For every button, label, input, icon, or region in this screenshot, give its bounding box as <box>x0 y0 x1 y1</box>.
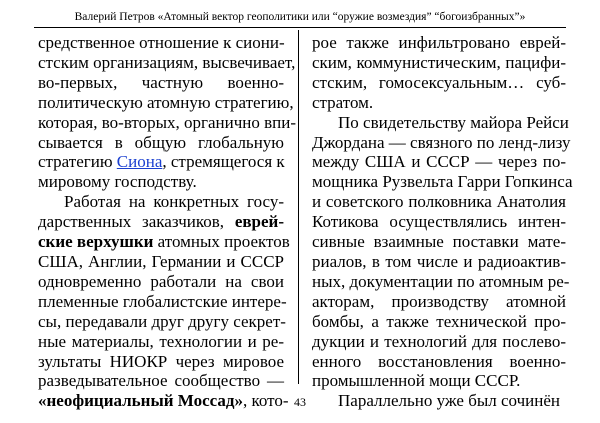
text-line: племенные глобалистские интере- <box>38 291 287 311</box>
text-line: риалов, в том числе и радиоактив- <box>312 251 566 271</box>
text-line <box>38 152 284 172</box>
text-span: атомных проектов <box>153 232 290 252</box>
text-line: дукции и технологий для послево- <box>312 331 566 351</box>
text-line: акторам, производству атомной <box>312 291 566 311</box>
text-line: мощника Рузвельта Гарри Гопкинса <box>312 172 573 192</box>
text-line: сивные взаимные поставки мате- <box>312 232 566 252</box>
text-line: По свидетельству майора Рейси <box>338 112 569 132</box>
paragraph <box>312 112 573 392</box>
text-line: енного восстановления военно- <box>312 351 566 371</box>
text-line: Параллельно уже был сочинён <box>338 391 561 411</box>
text-line: зультаты НИОКР через мировое <box>38 351 284 371</box>
text-line: промышленной мощи СССР. <box>312 371 521 391</box>
bold-text: ские верхушки <box>38 232 154 252</box>
text-line: которая, во-вторых, органично впи- <box>38 112 297 132</box>
text-line: во-первых, частную военно- <box>38 72 284 92</box>
text-line: ных, документации по атомным ре- <box>312 271 570 291</box>
text-line: Джордана — связного по ленд-лизу <box>312 132 571 152</box>
text-line: разведывательное сообщество — <box>38 371 284 391</box>
paragraph <box>38 33 297 192</box>
text-line: ные материалы, технологии и ре- <box>38 331 284 351</box>
text-line: рое также инфильтровано еврей- <box>312 33 566 52</box>
text-line <box>38 232 290 252</box>
text-line: Работая на конкретных госу- <box>64 192 284 212</box>
running-head: Валерий Петров «Атомный вектор геополитики или “оружие возмездия” “богоизбранных”» <box>74 11 526 23</box>
text-line: США, Англии, Германии и СССР <box>38 251 284 271</box>
text-line: стратом. <box>312 92 374 112</box>
text-line: и советского полковника Анатолия <box>312 192 566 212</box>
text-line: ским, коммунистическим, пацифи- <box>312 52 566 72</box>
paragraph <box>38 192 290 411</box>
text-line: Котикова осуществлялись интен- <box>312 212 566 232</box>
text-span: стратегию <box>38 152 117 172</box>
text-span: , кото- <box>243 391 289 411</box>
text-line: бомбы, а также технической про- <box>312 311 566 331</box>
right-column <box>312 33 573 411</box>
text-line: одновременно работали на свои <box>38 271 284 291</box>
zion-link[interactable]: Сиона <box>116 152 163 172</box>
left-column <box>38 33 297 411</box>
page-number: 43 <box>294 395 306 409</box>
text-span: , стремящегося к <box>162 152 285 172</box>
paragraph <box>312 33 566 113</box>
text-span: дарственных заказчиков, <box>38 212 235 232</box>
column-divider <box>298 30 299 384</box>
text-line: политическую атомную стратегию, <box>38 92 294 112</box>
header-rule <box>34 27 566 28</box>
text-line: стским, гомосексуальным… суб- <box>312 72 566 92</box>
text-line: сывается в общую глобальную <box>38 132 284 152</box>
text-line: стским организациям, высвечивает, <box>38 52 296 72</box>
text-line: средственное отношение к сиони- <box>38 33 285 52</box>
bold-text: «неофициальный Моссад» <box>38 391 243 411</box>
bold-text: еврей- <box>234 212 284 232</box>
text-line: мировому господству. <box>38 172 197 192</box>
text-line <box>38 212 284 232</box>
text-line: между США и СССР — через по- <box>312 152 566 172</box>
text-line: сы, передавали друг другу секрет- <box>38 311 286 331</box>
